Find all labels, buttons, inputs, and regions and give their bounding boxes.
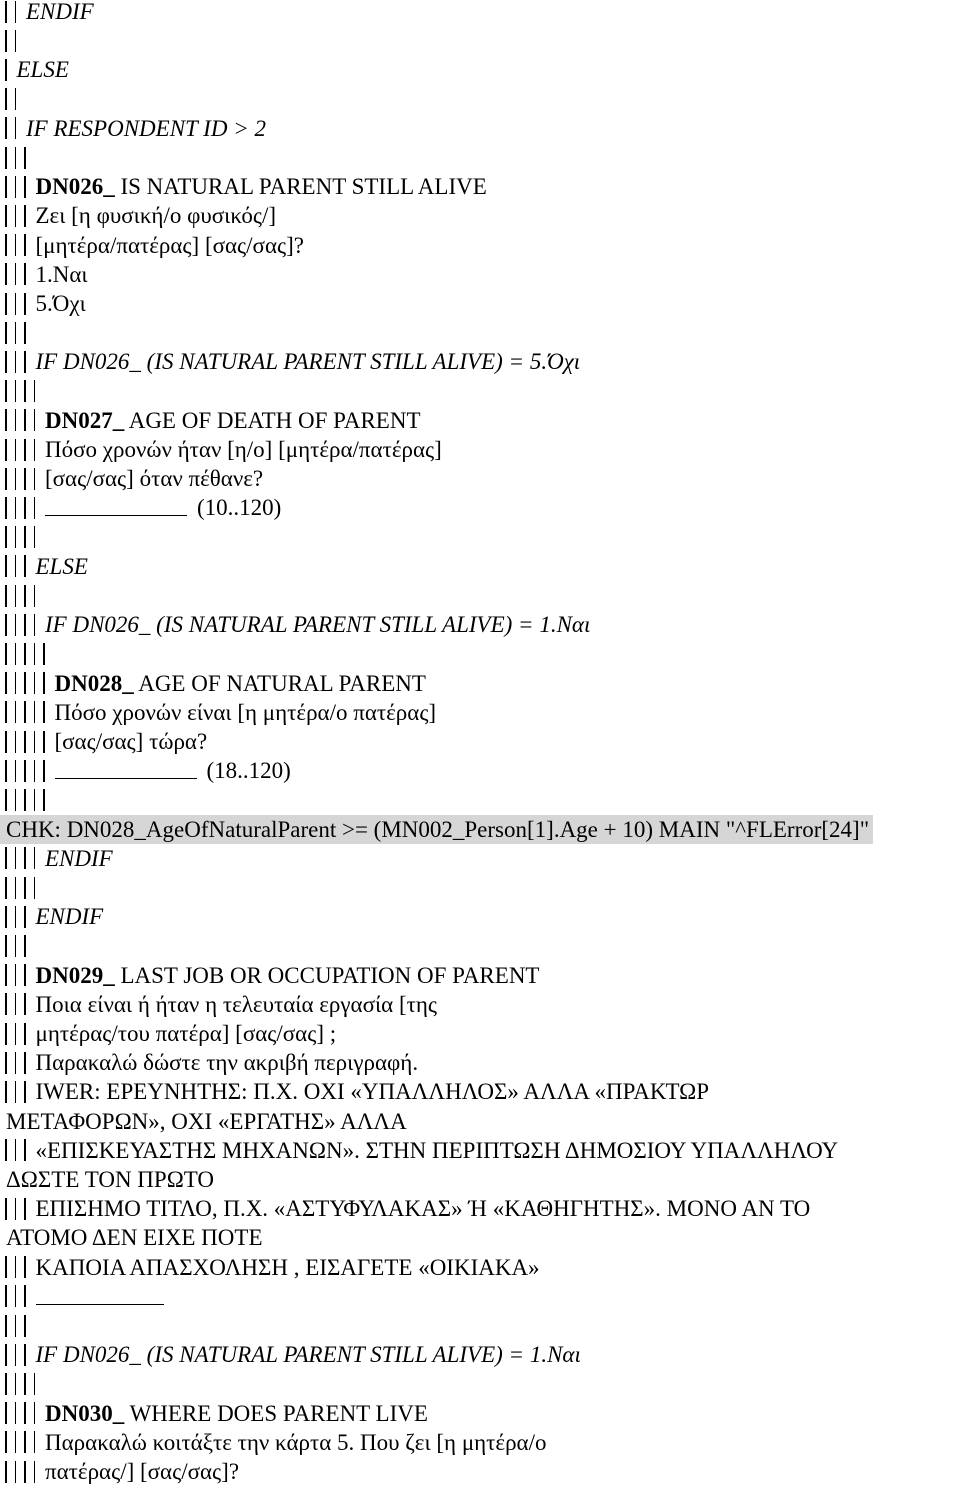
- line-text: [σας/σας] όταν πέθανε?: [45, 466, 264, 492]
- indent-bar: [15, 1431, 17, 1453]
- indent-bar: [24, 205, 26, 227]
- line-text: AGE OF NATURAL PARENT: [133, 670, 426, 696]
- line-text: [σας/σας] τώρα?: [54, 729, 208, 754]
- document-line: [0, 961, 539, 990]
- indent-bar: [5, 526, 7, 548]
- routing-text: ENDIF: [35, 904, 104, 930]
- line-text: Πόσο χρονών είναι [η μητέρα/ο πατέρας]: [54, 699, 437, 725]
- indent-bar: [34, 877, 36, 899]
- indent-bar: [5, 497, 7, 519]
- indent-bar: [34, 1431, 36, 1453]
- indent-bar: [15, 643, 17, 665]
- line-text: ΜΕΤΑΦΟΡΩΝ», ΟΧΙ «ΕΡΓΑΤΗΣ» ΑΛΛΑ: [6, 1108, 407, 1134]
- indent-bar: [5, 1344, 7, 1366]
- indent-bar: [24, 1402, 26, 1424]
- document-line: [6, 1165, 214, 1194]
- line-text: Ζει [η φυσική/ο φυσικός/]: [35, 203, 277, 229]
- indent-bar: [34, 1373, 36, 1395]
- line-text: ΚΑΠΟΙΑ ΑΠΑΣΧΟΛΗΣΗ , ΕΙΣΑΓΕΤΕ «ΟΙΚΙΑΚΑ»: [35, 1254, 540, 1280]
- document-line: [0, 1311, 30, 1340]
- document-line: [0, 785, 49, 814]
- indent-bar: [5, 1198, 7, 1220]
- indent-bar: [24, 147, 26, 169]
- indent-bar: [15, 497, 17, 519]
- indent-bar: [5, 1256, 7, 1278]
- document-line: [0, 552, 88, 581]
- routing-text: ELSE: [16, 57, 69, 83]
- line-text: Παρακαλώ κοιτάξτε την κάρτα 5. Που ζει [η μητέρα/ο: [45, 1429, 547, 1455]
- indent-bar: [15, 672, 17, 694]
- indent-bar: [5, 30, 7, 52]
- indent-bar: [15, 30, 17, 52]
- indent-bar: [43, 672, 45, 694]
- indent-bar: [34, 1402, 36, 1424]
- indent-bar: [24, 701, 26, 723]
- answer-blank[interactable]: [55, 777, 197, 779]
- indent-bar: [24, 176, 26, 198]
- line-text: ΑΤΟΜΟ ΔΕΝ ΕΙΧΕ ΠΟΤΕ: [6, 1225, 263, 1251]
- indent-bar: [5, 1139, 7, 1161]
- indent-bar: [43, 731, 45, 753]
- indent-bar: [34, 409, 36, 431]
- indent-bar: [5, 1, 7, 23]
- routing-text: IF DN026_ (IS NATURAL PARENT STILL ALIVE) = 1.Ναι: [45, 612, 591, 638]
- indent-bar: [15, 906, 17, 928]
- check-line: [0, 815, 873, 844]
- indent-bar: [5, 1431, 7, 1453]
- indent-bar: [24, 760, 26, 782]
- indent-bar: [5, 701, 7, 723]
- document-line: [0, 873, 39, 902]
- line-text: AGE OF DEATH OF PARENT: [124, 407, 421, 433]
- document-line: [0, 902, 103, 931]
- line-text: (10..120): [197, 495, 282, 521]
- indent-bar: [24, 234, 26, 256]
- indent-bar: [34, 380, 36, 402]
- question-id: DN028_: [54, 670, 134, 696]
- indent-bar: [34, 672, 36, 694]
- document-line: [0, 581, 39, 610]
- document-line: [0, 143, 30, 172]
- document-line: [0, 1048, 418, 1077]
- indent-bar: [5, 147, 7, 169]
- indent-bar: [34, 614, 36, 636]
- indent-bar: [24, 585, 26, 607]
- document-line: [0, 756, 291, 785]
- document-line: [0, 698, 436, 727]
- indent-bar: [24, 263, 26, 285]
- line-text: (18..120): [206, 758, 291, 784]
- question-id: DN027_: [45, 407, 125, 433]
- indent-bar: [5, 1315, 7, 1337]
- indent-bar: [15, 964, 17, 986]
- document-line: [0, 85, 20, 114]
- indent-bar: [5, 935, 7, 957]
- document-line: [0, 1399, 428, 1428]
- document-line: [0, 1369, 39, 1398]
- indent-bar: [24, 993, 26, 1015]
- document-line: [0, 639, 49, 668]
- indent-bar: [15, 234, 17, 256]
- indent-bar: [24, 731, 26, 753]
- document-line: [0, 172, 487, 201]
- indent-bar: [15, 1402, 17, 1424]
- indent-bar: [24, 1052, 26, 1074]
- document-line: [0, 0, 94, 26]
- routing-text: ENDIF: [26, 0, 94, 24]
- routing-text: IF DN026_ (IS NATURAL PARENT STILL ALIVE) = 1.Ναι: [35, 1342, 581, 1368]
- line-text: Πόσο χρονών ήταν [η/ο] [μητέρα/πατέρας]: [45, 437, 442, 462]
- indent-bar: [5, 234, 7, 256]
- indent-bar: [5, 1052, 7, 1074]
- document-line: [0, 1194, 810, 1223]
- indent-bar: [5, 351, 7, 373]
- indent-bar: [24, 468, 26, 490]
- indent-bar: [43, 789, 45, 811]
- indent-bar: [15, 293, 17, 315]
- indent-bar: [34, 468, 36, 490]
- document-line: [0, 464, 263, 493]
- indent-bar: [15, 205, 17, 227]
- line-text: ΔΩΣΤΕ ΤΟΝ ΠΡΩΤΟ: [6, 1167, 215, 1192]
- indent-bar: [5, 847, 7, 869]
- indent-bar: [5, 322, 7, 344]
- indent-bar: [15, 147, 17, 169]
- indent-bar: [15, 614, 17, 636]
- indent-bar: [24, 351, 26, 373]
- indent-bar: [15, 263, 17, 285]
- document-line: [0, 406, 421, 435]
- indent-bar: [15, 877, 17, 899]
- indent-bar: [34, 1461, 36, 1483]
- question-id: DN030_: [45, 1400, 125, 1426]
- indent-bar: [15, 468, 17, 490]
- indent-bar: [15, 585, 17, 607]
- indent-bar: [24, 877, 26, 899]
- indent-bar: [15, 526, 17, 548]
- indent-bar: [5, 468, 7, 490]
- routing-text: IF DN026_ (IS NATURAL PARENT STILL ALIVE) = 5.Όχι: [35, 349, 581, 375]
- indent-bar: [5, 263, 7, 285]
- line-text: 1.Ναι: [35, 261, 88, 287]
- answer-blank[interactable]: [36, 1303, 164, 1305]
- indent-bar: [24, 672, 26, 694]
- indent-bar: [24, 1315, 26, 1337]
- indent-bar: [5, 1461, 7, 1483]
- indent-bar: [34, 497, 36, 519]
- indent-bar: [24, 847, 26, 869]
- indent-bar: [15, 88, 17, 110]
- indent-bar: [15, 1, 17, 23]
- document-line: [0, 493, 281, 522]
- indent-bar: [34, 439, 36, 461]
- indent-bar: [5, 409, 7, 431]
- indent-bar: [24, 789, 26, 811]
- indent-bar: [34, 701, 36, 723]
- indent-bar: [15, 351, 17, 373]
- indent-bar: [15, 380, 17, 402]
- indent-bar: [5, 205, 7, 227]
- indent-bar: [15, 1023, 17, 1045]
- indent-bar: [15, 1315, 17, 1337]
- document-line: [0, 55, 69, 84]
- indent-bar: [15, 760, 17, 782]
- indent-bar: [15, 117, 17, 139]
- indent-bar: [15, 1198, 17, 1220]
- indent-bar: [24, 1198, 26, 1220]
- document-line: [0, 610, 590, 639]
- indent-bar: [5, 293, 7, 315]
- indent-bar: [5, 964, 7, 986]
- document-line: [0, 318, 30, 347]
- indent-bar: [5, 1081, 7, 1103]
- indent-bar: [15, 1344, 17, 1366]
- indent-bar: [43, 701, 45, 723]
- document-line: [6, 1223, 263, 1252]
- indent-bar: [15, 409, 17, 431]
- indent-bar: [24, 526, 26, 548]
- indent-bar: [5, 1023, 7, 1045]
- document-line: [0, 844, 113, 873]
- line-text: 5.Όχι: [35, 291, 86, 316]
- indent-bar: [34, 585, 36, 607]
- indent-bar: [15, 1461, 17, 1483]
- document-line: [6, 1107, 407, 1136]
- question-id: DN029_: [35, 962, 115, 988]
- indent-bar: [5, 1373, 7, 1395]
- document-line: [0, 260, 88, 289]
- indent-bar: [43, 643, 45, 665]
- document-line: [0, 523, 39, 552]
- indent-bar: [15, 1285, 17, 1307]
- indent-bar: [5, 380, 7, 402]
- line-text: [μητέρα/πατέρας] [σας/σας]?: [35, 232, 304, 258]
- line-text: LAST JOB OR OCCUPATION OF PARENT: [114, 962, 540, 988]
- indent-bar: [34, 760, 36, 782]
- document-line: [0, 669, 426, 698]
- indent-bar: [5, 614, 7, 636]
- line-text: Παρακαλώ δώστε την ακριβή περιγραφή.: [35, 1050, 419, 1076]
- indent-bar: [24, 1344, 26, 1366]
- document-line: [0, 347, 580, 376]
- document-line: [0, 727, 207, 756]
- indent-bar: [15, 322, 17, 344]
- indent-bar: [15, 176, 17, 198]
- indent-bar: [24, 1285, 26, 1307]
- indent-bar: [24, 380, 26, 402]
- indent-bar: [5, 643, 7, 665]
- routing-text: ELSE: [35, 553, 88, 579]
- indent-bar: [24, 614, 26, 636]
- indent-bar: [24, 555, 26, 577]
- routing-text: IF RESPONDENT ID > 2: [26, 115, 266, 141]
- line-text: μητέρας/του πατέρα] [σας/σας] ;: [35, 1021, 337, 1046]
- document-line: [0, 201, 276, 230]
- question-id: DN026_: [35, 174, 115, 200]
- document-line: [0, 1457, 239, 1486]
- indent-bar: [15, 993, 17, 1015]
- document-line: [0, 435, 442, 464]
- document-line: [0, 289, 86, 318]
- document-line: [0, 377, 39, 406]
- document-line: [0, 114, 266, 143]
- line-text: Ποια είναι ή ήταν η τελευταία εργασία [της: [35, 991, 438, 1017]
- indent-bar: [5, 672, 7, 694]
- indent-bar: [24, 497, 26, 519]
- document-line: [0, 1340, 581, 1369]
- line-text: «ΕΠΙΣΚΕΥΑΣΤΗΣ ΜΗΧΑΝΩΝ». ΣΤΗΝ ΠΕΡΙΠΤΩΣΗ ΔΗΜΟΣΙΟΥ ΥΠΑΛΛΗΛΟΥ: [35, 1137, 839, 1163]
- indent-bar: [5, 585, 7, 607]
- indent-bar: [15, 555, 17, 577]
- document-line: [0, 1282, 174, 1311]
- line-text: WHERE DOES PARENT LIVE: [124, 1400, 428, 1426]
- document-line: [0, 990, 437, 1019]
- document-line: [0, 1428, 547, 1457]
- indent-bar: [15, 935, 17, 957]
- indent-bar: [34, 789, 36, 811]
- routing-text: ENDIF: [45, 845, 113, 871]
- line-text: IWER: ΕΡΕΥΝΗΤΗΣ: Π.Χ. ΟΧΙ «ΥΠΑΛΛΗΛΟΣ» ΑΛΛΑ «ΠΡΑΚΤΩΡ: [35, 1079, 710, 1105]
- indent-bar: [24, 439, 26, 461]
- indent-bar: [5, 439, 7, 461]
- indent-bar: [24, 1139, 26, 1161]
- indent-bar: [5, 789, 7, 811]
- indent-bar: [5, 993, 7, 1015]
- indent-bar: [5, 88, 7, 110]
- indent-bar: [24, 1023, 26, 1045]
- indent-bar: [24, 906, 26, 928]
- indent-bar: [15, 1373, 17, 1395]
- indent-bar: [24, 1373, 26, 1395]
- indent-bar: [5, 1402, 7, 1424]
- indent-bar: [34, 526, 36, 548]
- document-line: [0, 1253, 540, 1282]
- indent-bar: [5, 117, 7, 139]
- document-line: [0, 1077, 709, 1106]
- document-line: [0, 1019, 336, 1048]
- document-line: [0, 231, 304, 260]
- indent-bar: [5, 555, 7, 577]
- line-text: CHK: DN028_AgeOfNaturalParent >= (MN002_Person[1].Age + 10) MAIN "^FLError[24]": [6, 816, 870, 842]
- indent-bar: [15, 1256, 17, 1278]
- indent-bar: [15, 789, 17, 811]
- indent-bar: [15, 1081, 17, 1103]
- indent-bar: [43, 760, 45, 782]
- line-text: πατέρας/] [σας/σας]?: [45, 1459, 240, 1484]
- indent-bar: [5, 760, 7, 782]
- indent-bar: [5, 906, 7, 928]
- indent-bar: [5, 59, 7, 81]
- document-line: [0, 1136, 838, 1165]
- indent-bar: [15, 439, 17, 461]
- indent-bar: [15, 847, 17, 869]
- indent-bar: [24, 293, 26, 315]
- document-line: [0, 26, 20, 55]
- indent-bar: [24, 1461, 26, 1483]
- line-text: IS NATURAL PARENT STILL ALIVE: [114, 174, 487, 200]
- document-line: [0, 931, 30, 960]
- indent-bar: [24, 964, 26, 986]
- indent-bar: [5, 1285, 7, 1307]
- answer-blank[interactable]: [45, 514, 187, 516]
- indent-bar: [24, 322, 26, 344]
- indent-bar: [15, 731, 17, 753]
- indent-bar: [24, 1081, 26, 1103]
- indent-bar: [15, 701, 17, 723]
- indent-bar: [15, 1139, 17, 1161]
- indent-bar: [24, 1431, 26, 1453]
- indent-bar: [5, 176, 7, 198]
- indent-bar: [34, 643, 36, 665]
- indent-bar: [15, 1052, 17, 1074]
- indent-bar: [5, 731, 7, 753]
- indent-bar: [34, 847, 36, 869]
- line-text: ΕΠΙΣΗΜΟ ΤΙΤΛΟ, Π.Χ. «ΑΣΤΥΦΥΛΑΚΑΣ» Ή «ΚΑΘΗΓΗΤΗΣ». ΜΟΝΟ ΑΝ ΤΟ: [35, 1196, 811, 1222]
- indent-bar: [24, 1256, 26, 1278]
- indent-bar: [5, 877, 7, 899]
- indent-bar: [34, 731, 36, 753]
- indent-bar: [24, 643, 26, 665]
- indent-bar: [24, 409, 26, 431]
- indent-bar: [24, 935, 26, 957]
